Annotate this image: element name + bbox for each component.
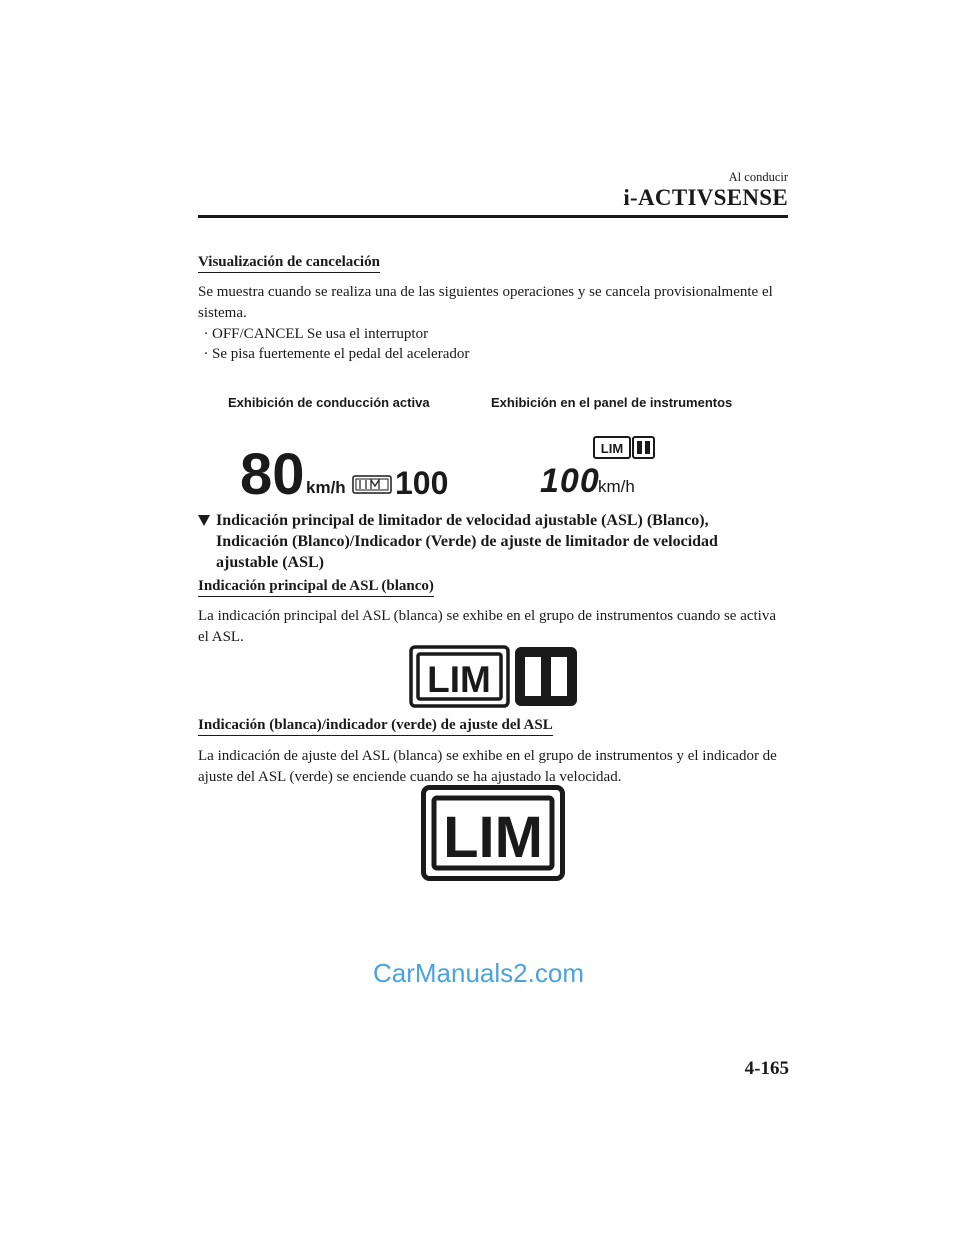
figure-caption-left: Exhibición de conducción activa bbox=[228, 395, 430, 410]
speed-limit-value: 100 bbox=[395, 465, 449, 500]
asl-main-heading: Indicación principal de ASL (blanco) bbox=[198, 578, 434, 597]
asl-set-indicator-icon bbox=[421, 785, 565, 881]
active-driving-display bbox=[236, 440, 466, 500]
speed-unit: km/h bbox=[306, 478, 346, 497]
lim-disabled-icon bbox=[353, 476, 391, 493]
asl-main-indicator-icon bbox=[409, 645, 579, 709]
bullet-dot: · bbox=[203, 326, 209, 342]
set-speed-unit: km/h bbox=[598, 477, 635, 496]
pause-icon bbox=[633, 437, 654, 458]
cancel-display-body: Se muestra cuando se realiza una de las siguientes operaciones y se cancela provisionalmente el sistema. bbox=[198, 284, 773, 321]
lim-text: LIM bbox=[443, 805, 543, 870]
header-divider bbox=[198, 215, 788, 218]
asl-indicator-heading: Indicación principal de limitador de velocidad ajustable (ASL) (Blanco), Indicación (Blanco)/Indicador (Verde) de ajuste de limitador de velocidad ajustable (ASL) bbox=[216, 510, 796, 573]
page-number: 4-165 bbox=[744, 1058, 789, 1079]
chapter-title: i-ACTIVSENSE bbox=[623, 185, 788, 210]
list-item: · Se pisa fuertemente el pedal del acelerador bbox=[200, 346, 469, 363]
lim-badge-icon bbox=[594, 437, 630, 458]
asl-main-body: La indicación principal del ASL (blanca) se exhibe en el grupo de instrumentos cuando se activa el ASL. bbox=[198, 608, 776, 645]
asl-set-body: La indicación de ajuste del ASL (blanca) se exhibe en el grupo de instrumentos y el indicador de ajuste del ASL (verde) se enciende cuando se ha ajustado la velocidad. bbox=[198, 748, 777, 785]
svg-text:LIM: LIM bbox=[600, 441, 624, 456]
instrument-panel-display bbox=[536, 434, 666, 500]
cancel-display-heading: Visualización de cancelación bbox=[198, 254, 380, 273]
watermark-logo: CarManuals2.com bbox=[373, 958, 584, 988]
figure-caption-right: Exhibición en el panel de instrumentos bbox=[491, 395, 733, 410]
set-speed-value: 100 bbox=[540, 462, 600, 500]
section-label: Al conducir bbox=[728, 170, 788, 184]
asl-set-heading: Indicación (blanca)/indicador (verde) de ajuste del ASL bbox=[198, 717, 553, 736]
list-item: · OFF/CANCEL Se usa el interruptor bbox=[200, 326, 428, 343]
current-speed: 80 bbox=[240, 442, 305, 500]
lim-text: LIM bbox=[427, 659, 491, 700]
triangle-marker-icon bbox=[198, 515, 210, 526]
bullet-dot: · bbox=[203, 346, 209, 362]
